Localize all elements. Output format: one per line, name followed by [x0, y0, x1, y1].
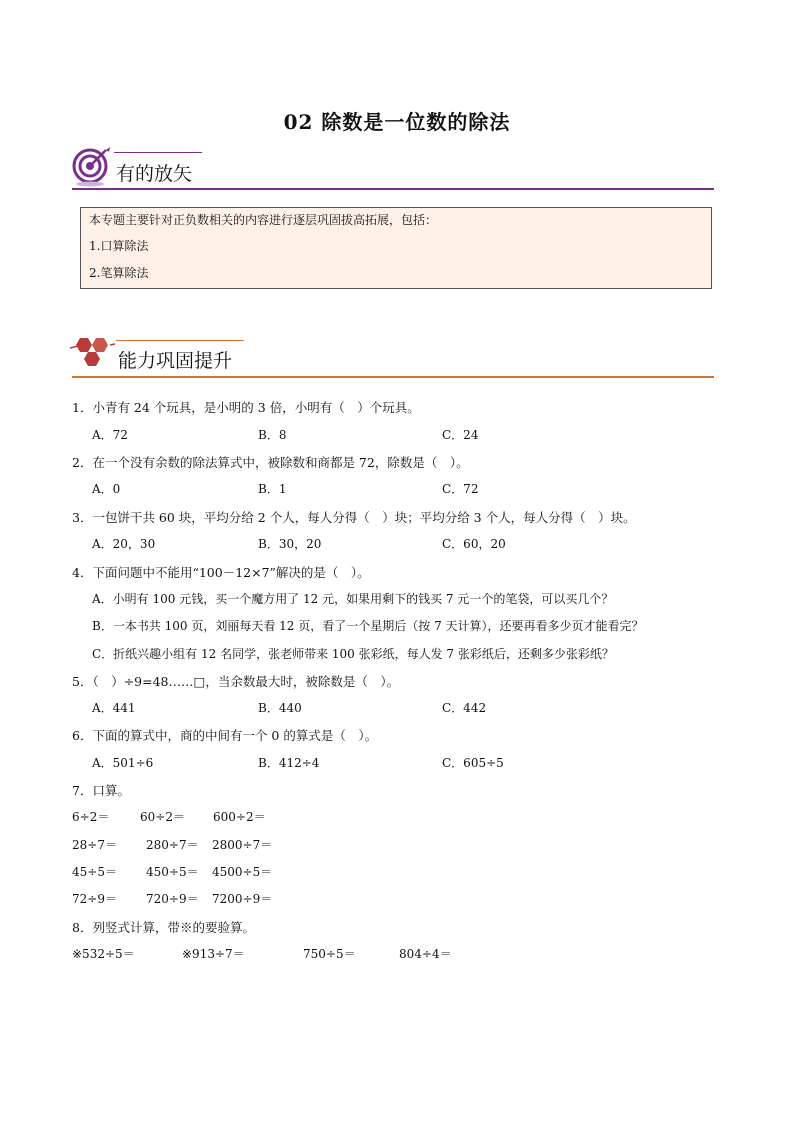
- q1-option-a: A．72: [92, 428, 128, 442]
- mental-calc-item: 7200÷9＝: [212, 892, 273, 906]
- q2-option-c: C．72: [442, 482, 479, 496]
- intro-line: 本专题主要针对正负数相关的内容进行逐层巩固拔高拓展，包括：: [89, 213, 438, 227]
- q4-option-a: A．小明有 100 元钱，买一个魔方用了 12 元，如果用剩下的钱买 7 元一个的笔袋，可以买几个？: [92, 592, 614, 606]
- intro-line: 1.口算除法: [89, 239, 149, 253]
- mental-calc-item: 280÷7＝: [146, 838, 199, 852]
- q1-option-c: C．24: [442, 428, 479, 442]
- question-8: 8．列竖式计算，带※的要验算。: [72, 920, 255, 935]
- section2-top-rule: [116, 340, 244, 341]
- q4-option-b: B．一本书共 100 页，刘丽每天看 12 页，看了一个星期后（按 7 天计算），还要再看多少页才能看完？: [92, 619, 644, 633]
- q5-option-b: B．440: [258, 701, 302, 715]
- hexagon-cluster-icon: [68, 332, 116, 378]
- vertical-calc-item: 804÷4＝: [399, 947, 452, 961]
- mental-calc-item: 45÷5＝: [72, 865, 117, 879]
- q1-option-b: B．8: [258, 428, 287, 442]
- question-7: 7．口算。: [72, 783, 130, 798]
- mental-calc-item: 4500÷5＝: [212, 865, 273, 879]
- q3-option-a: A．20，30: [92, 537, 156, 551]
- q2-option-b: B．1: [258, 482, 287, 496]
- section1-divider: [72, 188, 714, 190]
- intro-box: [80, 207, 712, 289]
- mental-calc-item: 2800÷7＝: [212, 838, 273, 852]
- q6-option-a: A．501÷6: [92, 756, 154, 770]
- section1-label: 有的放矢: [116, 163, 193, 185]
- mental-calc-item: 6÷2＝: [72, 810, 110, 824]
- q5-option-a: A．441: [92, 701, 136, 715]
- mental-calc-item: 28÷7＝: [72, 838, 117, 852]
- vertical-calc-item: ※532÷5＝: [72, 947, 135, 961]
- mental-calc-item: 72÷9＝: [72, 892, 117, 906]
- question-4: 4．下面问题中不能用“100－12×7”解决的是（ ）。: [72, 565, 370, 580]
- vertical-calc-item: 750÷5＝: [303, 947, 356, 961]
- mental-calc-item: 720÷9＝: [146, 892, 199, 906]
- mental-calc-item: 60÷2＝: [140, 810, 185, 824]
- section2-label: 能力巩固提升: [118, 350, 233, 372]
- section1-top-rule: [114, 152, 202, 153]
- page-title: 02 除数是一位数的除法: [283, 110, 511, 134]
- question-2: 2．在一个没有余数的除法算式中，被除数和商都是 72，除数是（ ）。: [72, 455, 469, 470]
- section2-header: [68, 332, 714, 378]
- q3-option-c: C．60，20: [442, 537, 506, 551]
- q5-option-c: C．442: [442, 701, 487, 715]
- q4-option-c: C．折纸兴趣小组有 12 名同学，张老师带来 100 张彩纸，每人发 7 张彩纸后，还剩多少张彩纸？: [92, 647, 614, 661]
- q3-option-b: B．30，20: [258, 537, 322, 551]
- intro-line: 2.笔算除法: [89, 266, 149, 280]
- question-5: 5．（ ）÷9=48……□，当余数最大时，被除数是（ ）。: [72, 674, 400, 689]
- question-3: 3．一包饼干共 60 块，平均分给 2 个人，每人分得（ ）块；平均分给 3 个人，每人分得（ ）块。: [72, 510, 636, 525]
- target-icon: [72, 146, 112, 188]
- question-1: 1．小青有 24 个玩具，是小明的 3 倍，小明有（ ）个玩具。: [72, 400, 420, 415]
- mental-calc-item: 450÷5＝: [146, 865, 199, 879]
- section1-header: [72, 146, 714, 192]
- section2-divider: [72, 376, 714, 378]
- q6-option-c: C．605÷5: [442, 756, 504, 770]
- q2-option-a: A．0: [92, 482, 121, 496]
- vertical-calc-item: ※913÷7＝: [182, 947, 245, 961]
- question-6: 6．下面的算式中，商的中间有一个 0 的算式是（ ）。: [72, 728, 378, 743]
- q6-option-b: B．412÷4: [258, 756, 320, 770]
- mental-calc-item: 600÷2＝: [213, 810, 266, 824]
